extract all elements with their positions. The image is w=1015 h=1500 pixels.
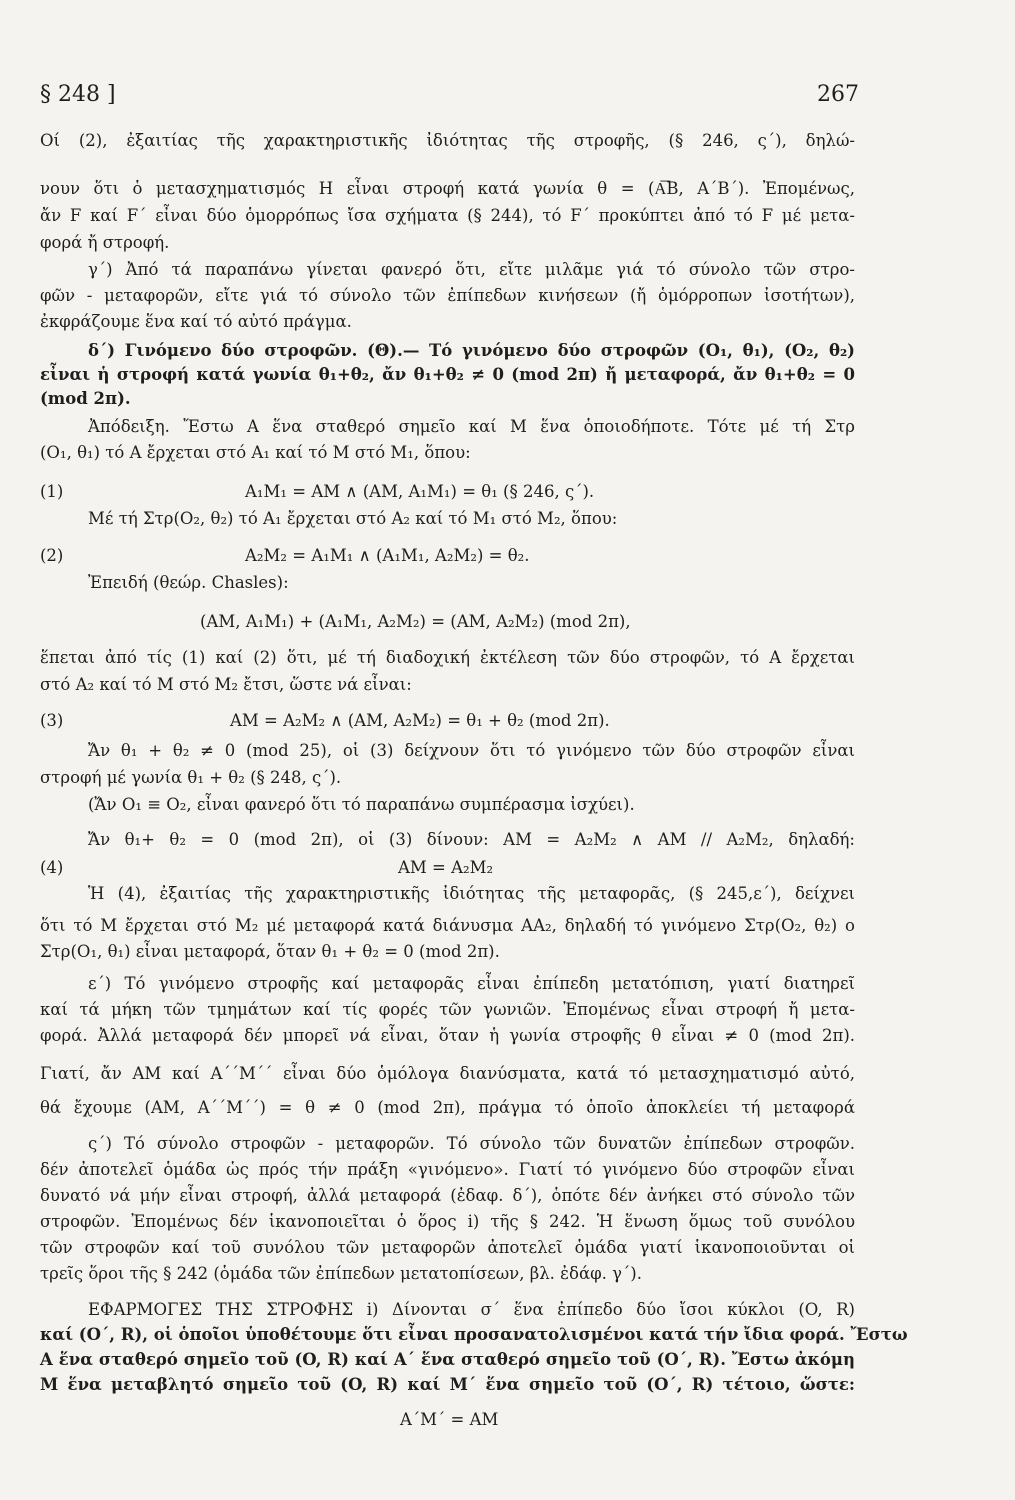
text-line: τῶν στροφῶν καί τοῦ συνόλου τῶν μεταφορῶν ἀποτελεῖ ὁμάδα γιατί ἱκανοποιοῦνται οἱ (40, 1238, 855, 1257)
text-line: (O₁, θ₁) τό Α ἔρχεται στό A₁ καί τό Μ στό M₁, ὅπου: (40, 443, 471, 462)
theorem-line: εἶναι ἡ στροφή κατά γωνία θ₁+θ₂, ἄν θ₁+θ₂ ≠ 0 (mod 2π) ἤ μεταφορά, ἄν θ₁+θ₂ = 0 (40, 365, 855, 384)
text-line: στροφή μέ γωνία θ₁ + θ₂ (§ 248, ς΄). (40, 768, 342, 787)
text-line: θά ἔχουμε (AM, A΄΄M΄΄) = θ ≠ 0 (mod 2π), πράγμα τό ὁποῖο ἀποκλείει τή μεταφορά (40, 1098, 855, 1117)
text-line: Ἐπειδή (θεώρ. Chasles): (88, 573, 289, 592)
text-line: στροφῶν. Ἐπομένως δέν ἱκανοποιεῖται ὁ ὅρος i) τῆς § 242. Ἡ ἕνωση ὅμως τοῦ συνόλου (40, 1212, 855, 1231)
text-line: Α ἕνα σταθερό σημεῖο τοῦ (O, R) καί A΄ ἕνα σταθερό σημεῖο τοῦ (O΄, R). Ἔστω ἀκόμη (40, 1350, 855, 1369)
equation: A₂M₂ = A₁M₁ ∧ (A₁M₁, A₂M₂) = θ₂. (245, 546, 530, 565)
equation: (AM, A₁M₁) + (A₁M₁, A₂M₂) = (AM, A₂M₂) (mod 2π), (200, 612, 631, 631)
text-line: τρεῖς ὅροι τῆς § 242 (ὁμάδα τῶν ἐπίπεδων μετατοπίσεων, βλ. ἐδάφ. γ΄). (40, 1264, 642, 1283)
text-line: καί τά μήκη τῶν τμημάτων καί τίς φορές τῶν γωνιῶν. Ἐπομένως εἶναι στροφή ἤ μετα- (40, 1000, 855, 1019)
equation: A΄M΄ = AM (400, 1410, 499, 1429)
text-line: ε΄) Τό γινόμενο στροφῆς καί μεταφορᾶς εἶναι ἐπίπεδη μετατόπιση, γιατί διατηρεῖ (88, 974, 855, 993)
page-number: 267 (817, 82, 859, 107)
text-line: νουν ὅτι ὁ μετασχηματισμός Η εἶναι στροφή κατά γωνία θ = (A͞B, A΄B΄). Ἐπομένως, (40, 179, 855, 198)
text-line: καί (O΄, R), οἱ ὁποῖοι ὑποθέτουμε ὅτι εἶναι προσανατολισμένοι κατά τήν ἴδια φορά. Ἔστω (40, 1325, 908, 1344)
text-line: ἕπεται ἀπό τίς (1) καί (2) ὅτι, μέ τή διαδοχική ἐκτέλεση τῶν δύο στροφῶν, τό Α ἔρχεται (40, 648, 855, 667)
theorem-line: (mod 2π). (40, 389, 131, 408)
text-line: (Ἄν O₁ ≡ O₂, εἶναι φανερό ὅτι τό παραπάνω συμπέρασμα ἰσχύει). (88, 795, 635, 814)
equation: AM = A₂M₂ (398, 858, 494, 877)
text-line: στό A₂ καί τό Μ στό M₂ ἔτσι, ὥστε νά εἶναι: (40, 675, 412, 694)
text-line: Ἄν θ₁ + θ₂ ≠ 0 (mod 25), οἱ (3) δείχνουν ὅτι τό γινόμενο τῶν δύο στροφῶν εἶναι (88, 741, 855, 760)
text-line: γ΄) Ἀπό τά παραπάνω γίνεται φανερό ὅτι, εἴτε μιλᾶμε γιά τό σύνολο τῶν στρο- (88, 260, 855, 279)
equation: A₁M₁ = AM ∧ (AM, A₁M₁) = θ₁ (§ 246, ς΄). (245, 482, 595, 501)
text-line: Ἄν θ₁+ θ₂ = 0 (mod 2π), οἱ (3) δίνουν: AM = A₂M₂ ∧ AM // A₂M₂, δηλαδή: (88, 830, 855, 849)
text-line: φορά. Ἀλλά μεταφορά δέν μπορεῖ νά εἶναι, ὅταν ἡ γωνία στροφῆς θ εἶναι ≠ 0 (mod 2π). (40, 1026, 855, 1045)
equation-label: (3) (40, 711, 64, 730)
text-line: Γιατί, ἄν AM καί A΄΄M΄΄ εἶναι δύο ὁμόλογα διανύσματα, κατά τό μετασχηματισμό αὐτό, (40, 1064, 855, 1083)
section-reference: § 248 ] (40, 82, 116, 107)
section-heading: δ΄) Γινόμενο δύο στροφῶν. (Θ).— Τό γινόμενο δύο στροφῶν (O₁, θ₁), (O₂, θ₂) (88, 341, 855, 360)
text-line: Ἀπόδειξη. Ἔστω Α ἕνα σταθερό σημεῖο καί Μ ἕνα ὁποιοδήποτε. Τότε μέ τή Στρ (88, 417, 855, 436)
text-line: φῶν - μεταφορῶν, εἴτε γιά τό σύνολο τῶν ἐπίπεδων κινήσεων (ἤ ὁμόρροπων ἰσοτήτων), (40, 286, 855, 305)
text-line: ἄν F καί F΄ εἶναι δύο ὁμορρόπως ἴσα σχήματα (§ 244), τό F΄ προκύπτει ἀπό τό F μέ μετα- (40, 206, 855, 225)
text-line: ἐκφράζουμε ἕνα καί τό αὐτό πράγμα. (40, 312, 352, 331)
text-line: φορά ἤ στροφή. (40, 233, 170, 252)
equation-label: (2) (40, 546, 64, 565)
text-line: Μ ἕνα μεταβλητό σημεῖο τοῦ (O, R) καί M΄ ἕνα σημεῖο τοῦ (O΄, R) τέτοιο, ὥστε: (40, 1375, 855, 1394)
text-line: Στρ(O₁, θ₁) εἶναι μεταφορά, ὅταν θ₁ + θ₂ = 0 (mod 2π). (40, 942, 500, 961)
text-line: δυνατό νά μήν εἶναι στροφή, ἀλλά μεταφορά (ἐδαφ. δ΄), ὁπότε δέν ἀνήκει στό σύνολο τῶν (40, 1186, 855, 1205)
equation-label: (1) (40, 482, 64, 501)
text-line: Ἡ (4), ἐξαιτίας τῆς χαρακτηριστικῆς ἰδιότητας τῆς μεταφορᾶς, (§ 245,ε΄), δείχνει (88, 884, 855, 903)
equation: AM = A₂M₂ ∧ (AM, A₂M₂) = θ₁ + θ₂ (mod 2π). (230, 711, 610, 730)
section-heading: ΕΦΑΡΜΟΓΕΣ ΤΗΣ ΣΤΡΟΦΗΣ i) Δίνονται σ΄ ἕνα ἐπίπεδο δύο ἴσοι κύκλοι (O, R) (88, 1300, 855, 1319)
text-line: ὅτι τό Μ ἔρχεται στό M₂ μέ μεταφορά κατά διάνυσμα AA₂, δηλαδή τό γινόμενο Στρ(O₂, θ₂) ο (40, 916, 855, 935)
text-line: Μέ τή Στρ(O₂, θ₂) τό A₁ ἔρχεται στό A₂ καί τό M₁ στό M₂, ὅπου: (88, 509, 618, 528)
equation-label: (4) (40, 858, 64, 877)
text-line: ς΄) Τό σύνολο στροφῶν - μεταφορῶν. Τό σύνολο τῶν δυνατῶν ἐπίπεδων στροφῶν. (88, 1134, 855, 1153)
text-line: δέν ἀποτελεῖ ὁμάδα ὡς πρός τήν πράξη «γινόμενο». Γιατί τό γινόμενο δύο στροφῶν εἶναι (40, 1160, 855, 1179)
text-line: Οί (2), ἐξαιτίας τῆς χαρακτηριστικῆς ἰδιότητας τῆς στροφῆς, (§ 246, ς΄), δηλώ- (40, 131, 855, 150)
